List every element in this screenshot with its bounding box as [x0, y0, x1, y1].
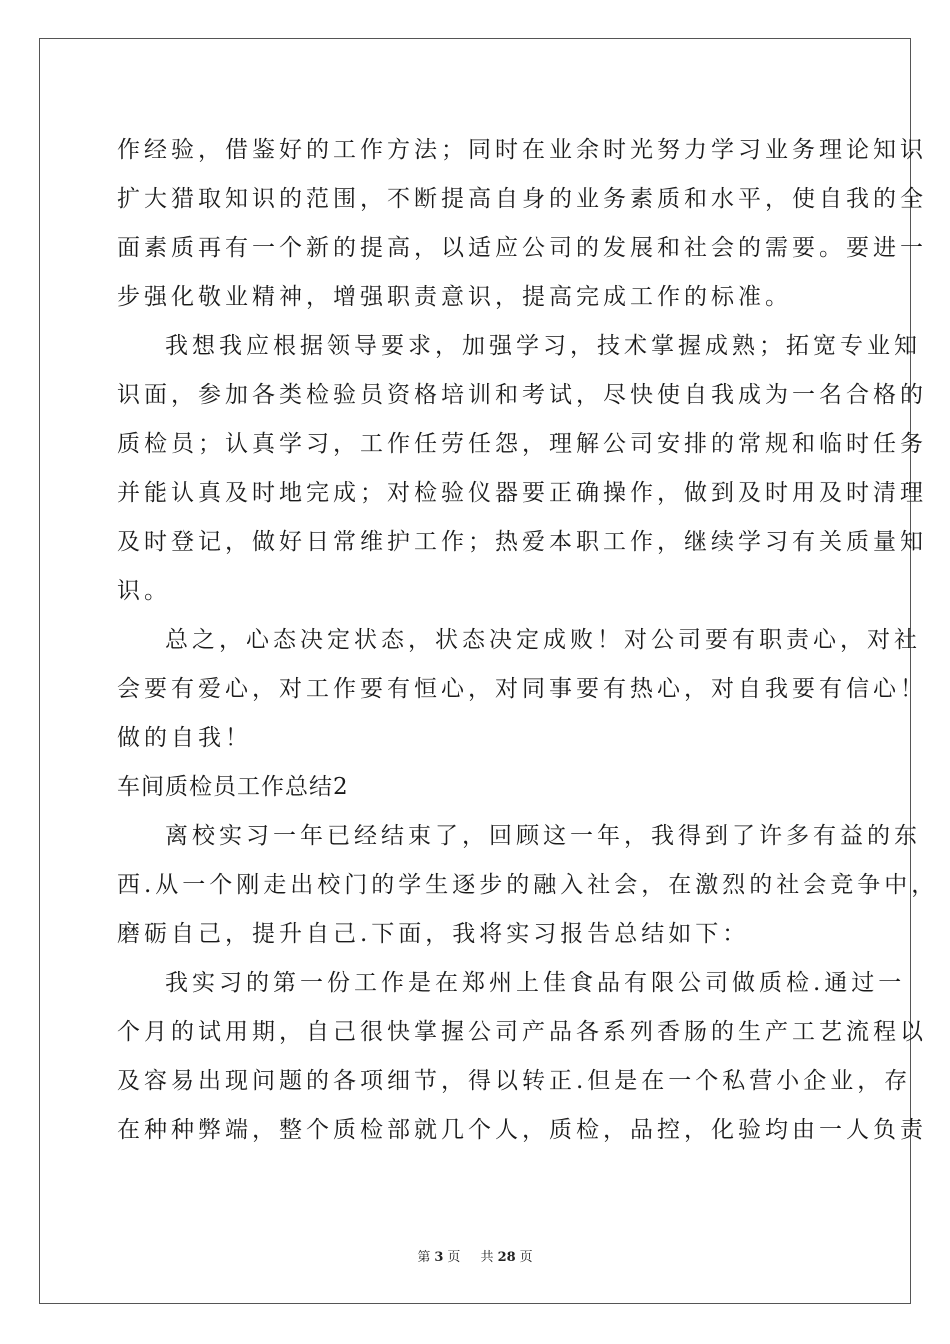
document-body — [117, 126, 939, 1155]
paragraph-line: 总之，心态决定状态，状态决定成败！对公司要有职责心，对社 — [165, 627, 921, 653]
paragraph-line: 做的自我！ — [117, 725, 252, 751]
section-heading: 车间质检员工作总结2 — [117, 774, 349, 800]
paragraph-line: 个月的试用期，自己很快掌握公司产品各系列香肠的生产工艺流程以 — [117, 1019, 927, 1045]
paragraph-line: 并能认真及时地完成；对检验仪器要正确操作，做到及时用及时清理 — [117, 480, 927, 506]
paragraph-line: 扩大猎取知识的范围，不断提高自身的业务素质和水平，使自我的全 — [117, 186, 927, 212]
page-indicator: 第 3 页 — [417, 1250, 461, 1265]
paragraph-line: 识。 — [117, 578, 171, 604]
paragraph-line: 及时登记，做好日常维护工作；热爱本职工作，继续学习有关质量知 — [117, 529, 927, 555]
paragraph-line: 磨砺自己，提升自己.下面，我将实习报告总结如下： — [117, 921, 750, 947]
total-pages-indicator: 共 28 页 — [480, 1250, 533, 1265]
paragraph-line: 步强化敬业精神，增强职责意识，提高完成工作的标准。 — [117, 284, 792, 310]
paragraph-line: 在种种弊端，整个质检部就几个人，质检，品控，化验均由一人负责 — [117, 1117, 927, 1143]
paragraph-line: 及容易出现问题的各项细节，得以转正.但是在一个私营小企业，存 — [117, 1068, 912, 1094]
paragraph-line: 质检员；认真学习，工作任劳任怨，理解公司安排的常规和临时任务 — [117, 431, 927, 457]
paragraph-line: 会要有爱心，对工作要有恒心，对同事要有热心，对自我要有信心！ — [117, 676, 927, 702]
paragraph-line: 识面，参加各类检验员资格培训和考试，尽快使自我成为一名合格的 — [117, 382, 927, 408]
paragraph-line: 我想我应根据领导要求，加强学习，技术掌握成熟；拓宽专业知 — [165, 333, 921, 359]
paragraph-line: 面素质再有一个新的提高，以适应公司的发展和社会的需要。要进一 — [117, 235, 927, 261]
paragraph-line: 离校实习一年已经结束了，回顾这一年，我得到了许多有益的东 — [165, 823, 921, 849]
paragraph-line: 作经验，借鉴好的工作方法；同时在业余时光努力学习业务理论知识 — [117, 137, 927, 163]
paragraph-line: 我实习的第一份工作是在郑州上佳食品有限公司做质检.通过一 — [165, 970, 906, 996]
page-footer — [0, 1250, 950, 1266]
paragraph-line: 西.从一个刚走出校门的学生逐步的融入社会，在激烈的社会竞争中， — [117, 872, 939, 898]
